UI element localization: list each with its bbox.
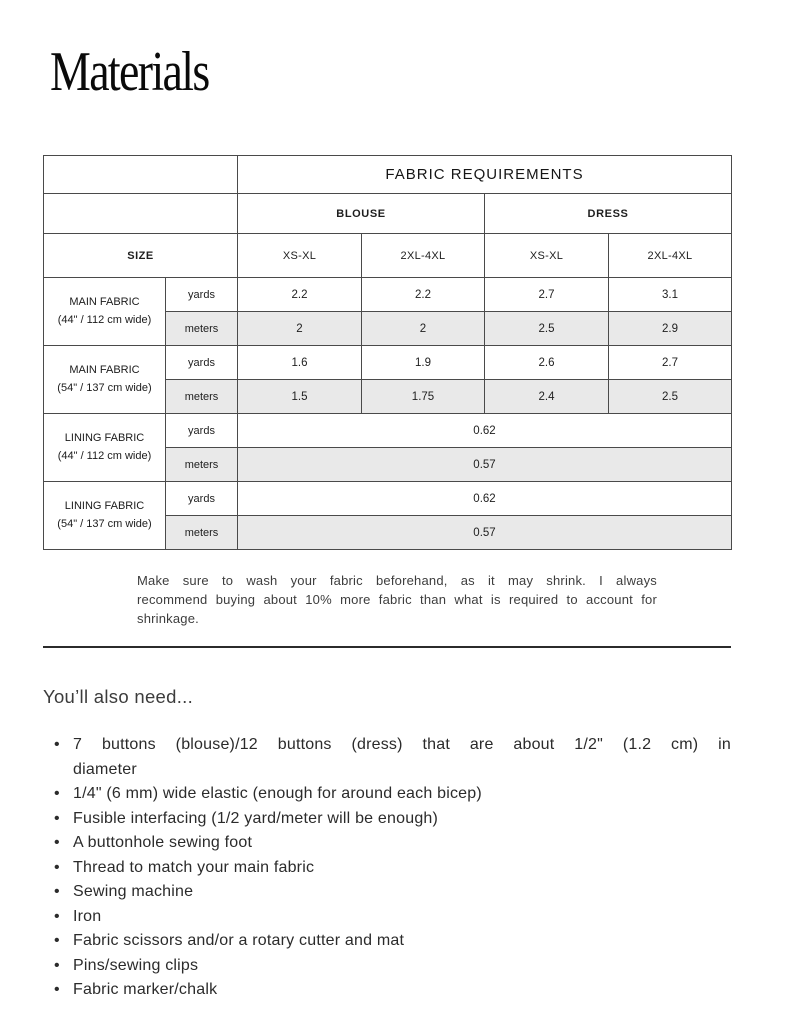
unit-label-meters: meters [166,380,238,414]
list-item: • Fusible interfacing (1/2 yard/meter will be enough) [43,807,731,832]
fabric-name: MAIN FABRIC [69,364,140,377]
also-need-list [43,733,731,1003]
fabric-width-note: (54" / 137 cm wide) [57,381,152,394]
size-column-blouse-2xl-4xl: 2XL-4XL [362,234,485,278]
table-cell: 2 [362,312,485,346]
column-group-dress: DRESS [485,194,732,234]
unit-label-meters: meters [166,448,238,482]
size-column-blouse-xs-xl: XS-XL [238,234,362,278]
table-title: FABRIC REQUIREMENTS [238,156,732,194]
table-cell: 2.5 [485,312,609,346]
unit-label-yards: yards [166,278,238,312]
table-cell: 1.6 [238,346,362,380]
fabric-name: LINING FABRIC [64,432,145,445]
fabric-width-note: (54" / 137 cm wide) [57,517,152,530]
fabric-name: LINING FABRIC [64,500,145,513]
list-item: • Iron [43,905,731,930]
table-empty-corner [44,194,238,234]
table-cell-span: 0.57 [238,448,732,482]
section-divider [43,646,731,648]
fabric-width-note: (44" / 112 cm wide) [57,313,152,326]
list-item: • 7 buttons (blouse)/12 buttons (dress) that are about 1/2" (1.2 cm) in diameter [43,733,731,782]
list-item: • Fabric scissors and/or a rotary cutter and mat [43,929,731,954]
table-cell: 1.5 [238,380,362,414]
unit-label-yards: yards [166,414,238,448]
row-label-main-fabric-54 [44,346,166,414]
fabric-requirements-table [43,155,732,550]
fabric-width-note: (44" / 112 cm wide) [57,449,152,462]
list-item: • Sewing machine [43,880,731,905]
table-cell: 2.7 [485,278,609,312]
fabric-name: MAIN FABRIC [69,296,140,309]
table-cell: 1.9 [362,346,485,380]
shrinkage-note: Make sure to wash your fabric beforehand, as it may shrink. I always recommend buying about 10% more fabric than what is required to account for shrinkage. [137,573,657,626]
size-column-dress-xs-xl: XS-XL [485,234,609,278]
list-item: • Pins/sewing clips [43,954,731,979]
table-cell: 2.5 [609,380,732,414]
table-empty-corner [44,156,238,194]
table-cell: 2.2 [238,278,362,312]
table-cell: 3.1 [609,278,732,312]
table-cell: 2.9 [609,312,732,346]
unit-label-meters: meters [166,516,238,550]
table-cell: 2 [238,312,362,346]
table-cell-span: 0.62 [238,482,732,516]
list-item: • Thread to match your main fabric [43,856,731,881]
row-label-main-fabric-44 [44,278,166,346]
column-group-blouse: BLOUSE [238,194,485,234]
page-title: Materials [50,41,209,103]
size-header-cell: SIZE [44,234,238,278]
unit-label-meters: meters [166,312,238,346]
table-cell: 2.6 [485,346,609,380]
table-cell: 2.7 [609,346,732,380]
row-label-lining-fabric-44 [44,414,166,482]
unit-label-yards: yards [166,346,238,380]
table-cell-span: 0.62 [238,414,732,448]
list-item: • Fabric marker/chalk [43,978,731,1003]
list-item: • A buttonhole sewing foot [43,831,731,856]
list-item: • 1/4" (6 mm) wide elastic (enough for around each bicep) [43,782,731,807]
also-need-heading: You’ll also need... [43,686,194,707]
table-cell: 2.2 [362,278,485,312]
unit-label-yards: yards [166,482,238,516]
table-cell-span: 0.57 [238,516,732,550]
row-label-lining-fabric-54 [44,482,166,550]
size-column-dress-2xl-4xl: 2XL-4XL [609,234,732,278]
table-cell: 1.75 [362,380,485,414]
table-cell: 2.4 [485,380,609,414]
